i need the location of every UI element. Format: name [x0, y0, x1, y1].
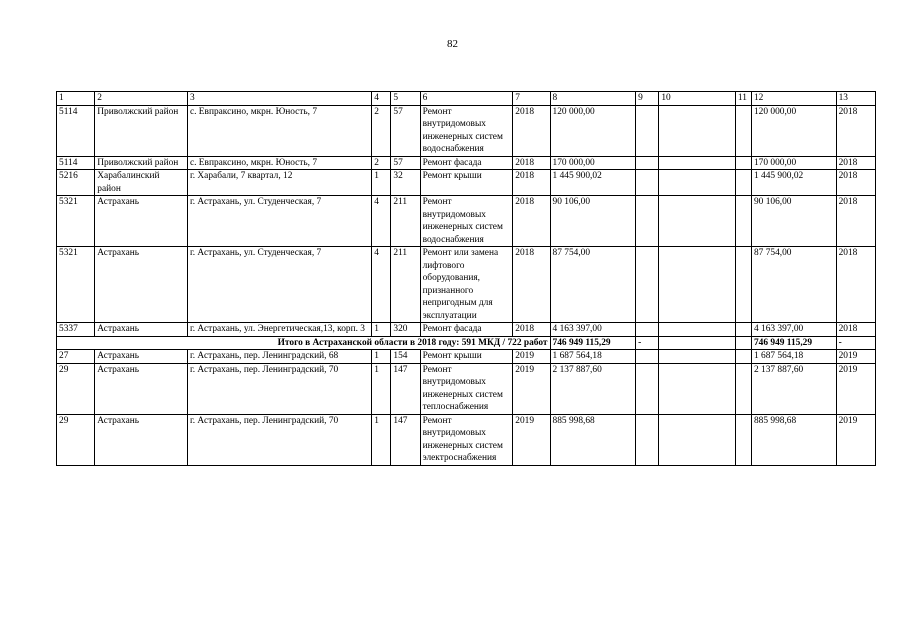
cell-id: 5337	[57, 323, 95, 337]
cell-end-year: 2018	[836, 247, 875, 323]
cell-total: 170 000,00	[751, 156, 836, 170]
cell-total: 2 137 887,60	[751, 363, 836, 414]
cell-col4: 2	[372, 105, 391, 156]
cell-year: 2018	[513, 323, 550, 337]
table-row	[57, 414, 876, 465]
total-col10	[659, 336, 736, 350]
cell-work-type: Ремонт или замена лифтового оборудования, признанного непригодным для эксплуатации	[420, 247, 513, 323]
cell-col4: 1	[372, 170, 391, 196]
cell-address: г. Астрахань, ул. Студенческая, 7	[187, 247, 371, 323]
cell-col5: 32	[391, 170, 420, 196]
cell-end-year: 2018	[836, 170, 875, 196]
table-row	[57, 196, 876, 247]
cell-col5: 57	[391, 105, 420, 156]
cell-year: 2018	[513, 196, 550, 247]
cell-col5: 147	[391, 363, 420, 414]
cell-cost: 87 754,00	[550, 247, 636, 323]
header-cell: 10	[659, 92, 736, 106]
cell-address: с. Евпраксино, мкрн. Юность, 7	[187, 156, 371, 170]
total-col13: -	[836, 336, 875, 350]
cell-id: 5216	[57, 170, 95, 196]
cell-col5: 320	[391, 323, 420, 337]
header-row	[57, 92, 876, 106]
header-cell: 8	[550, 92, 636, 106]
cell-cost: 4 163 397,00	[550, 323, 636, 337]
cell-id: 27	[57, 350, 95, 364]
table-row	[57, 363, 876, 414]
cell-address: г. Астрахань, пер. Ленинградский, 70	[187, 363, 371, 414]
cell-district: Харабалинский район	[95, 170, 188, 196]
table-row	[57, 105, 876, 156]
cell-id: 5114	[57, 105, 95, 156]
table-row	[57, 350, 876, 364]
cell-address: г. Астрахань, пер. Ленинградский, 70	[187, 414, 371, 465]
cell-col4: 1	[372, 350, 391, 364]
total-col9: -	[636, 336, 659, 350]
cell-cost: 885 998,68	[550, 414, 636, 465]
total-col11	[735, 336, 751, 350]
cell-id: 29	[57, 414, 95, 465]
cell-col9	[636, 196, 659, 247]
cell-cost: 1 445 900,02	[550, 170, 636, 196]
cell-year: 2019	[513, 350, 550, 364]
cell-col5: 211	[391, 247, 420, 323]
header-cell: 11	[735, 92, 751, 106]
cell-col10	[659, 363, 736, 414]
cell-col4: 1	[372, 363, 391, 414]
cell-district: Приволжский район	[95, 105, 188, 156]
cell-col10	[659, 105, 736, 156]
cell-work-type: Ремонт фасада	[420, 156, 513, 170]
cell-total: 120 000,00	[751, 105, 836, 156]
cell-end-year: 2018	[836, 105, 875, 156]
header-cell: 7	[513, 92, 550, 106]
cell-col9	[636, 170, 659, 196]
cell-work-type: Ремонт крыши	[420, 350, 513, 364]
cell-col9	[636, 323, 659, 337]
header-cell: 5	[391, 92, 420, 106]
cell-work-type: Ремонт фасада	[420, 323, 513, 337]
repair-program-table	[56, 91, 876, 466]
cell-address: г. Астрахань, пер. Ленинградский, 68	[187, 350, 371, 364]
cell-cost: 120 000,00	[550, 105, 636, 156]
cell-total: 87 754,00	[751, 247, 836, 323]
cell-address: г. Астрахань, ул. Энергетическая,13, корп. 3	[187, 323, 371, 337]
header-cell: 4	[372, 92, 391, 106]
cell-id: 5114	[57, 156, 95, 170]
cell-id: 29	[57, 363, 95, 414]
cell-cost: 2 137 887,60	[550, 363, 636, 414]
cell-cost: 1 687 564,18	[550, 350, 636, 364]
cell-col5: 147	[391, 414, 420, 465]
cell-year: 2018	[513, 105, 550, 156]
cell-col10	[659, 350, 736, 364]
cell-col4: 4	[372, 247, 391, 323]
cell-district: Приволжский район	[95, 156, 188, 170]
cell-cost: 170 000,00	[550, 156, 636, 170]
cell-district: Астрахань	[95, 247, 188, 323]
page-number: 82	[447, 38, 458, 50]
table-row	[57, 323, 876, 337]
cell-col11	[735, 105, 751, 156]
cell-address: г. Астрахань, ул. Студенческая, 7	[187, 196, 371, 247]
cell-col5: 57	[391, 156, 420, 170]
cell-col4: 4	[372, 196, 391, 247]
header-cell: 12	[751, 92, 836, 106]
cell-work-type: Ремонт внутридомовых инженерных систем водоснабжения	[420, 196, 513, 247]
cell-end-year: 2018	[836, 323, 875, 337]
cell-district: Астрахань	[95, 350, 188, 364]
cell-end-year: 2019	[836, 350, 875, 364]
cell-total: 4 163 397,00	[751, 323, 836, 337]
header-cell: 2	[95, 92, 188, 106]
table-row	[57, 170, 876, 196]
cell-col11	[735, 247, 751, 323]
cell-total: 1 445 900,02	[751, 170, 836, 196]
cell-col4: 1	[372, 414, 391, 465]
header-cell: 6	[420, 92, 513, 106]
cell-id: 5321	[57, 196, 95, 247]
cell-district: Астрахань	[95, 323, 188, 337]
cell-col9	[636, 156, 659, 170]
cell-col10	[659, 323, 736, 337]
cell-address: с. Евпраксино, мкрн. Юность, 7	[187, 105, 371, 156]
cell-col10	[659, 156, 736, 170]
table-row	[57, 156, 876, 170]
cell-district: Астрахань	[95, 363, 188, 414]
cell-col11	[735, 196, 751, 247]
cell-end-year: 2018	[836, 156, 875, 170]
cell-year: 2018	[513, 156, 550, 170]
header-cell: 3	[187, 92, 371, 106]
cell-cost: 90 106,00	[550, 196, 636, 247]
cell-col5: 211	[391, 196, 420, 247]
total-sum: 746 949 115,29	[751, 336, 836, 350]
cell-col11	[735, 350, 751, 364]
total-row	[57, 336, 876, 350]
cell-end-year: 2019	[836, 414, 875, 465]
cell-work-type: Ремонт крыши	[420, 170, 513, 196]
cell-col10	[659, 170, 736, 196]
header-cell: 1	[57, 92, 95, 106]
cell-col11	[735, 414, 751, 465]
cell-col9	[636, 105, 659, 156]
cell-col9	[636, 350, 659, 364]
cell-end-year: 2018	[836, 196, 875, 247]
cell-col4: 1	[372, 323, 391, 337]
cell-col10	[659, 414, 736, 465]
cell-district: Астрахань	[95, 196, 188, 247]
cell-col4: 2	[372, 156, 391, 170]
cell-work-type: Ремонт внутридомовых инженерных систем водоснабжения	[420, 105, 513, 156]
cell-col9	[636, 247, 659, 323]
cell-col11	[735, 170, 751, 196]
cell-address: г. Харабали, 7 квартал, 12	[187, 170, 371, 196]
cell-year: 2019	[513, 363, 550, 414]
total-cost: 746 949 115,29	[550, 336, 636, 350]
cell-col11	[735, 363, 751, 414]
cell-work-type: Ремонт внутридомовых инженерных систем электроснабжения	[420, 414, 513, 465]
table-row	[57, 247, 876, 323]
cell-id: 5321	[57, 247, 95, 323]
cell-col11	[735, 156, 751, 170]
cell-year: 2019	[513, 414, 550, 465]
cell-work-type: Ремонт внутридомовых инженерных систем теплоснабжения	[420, 363, 513, 414]
cell-col10	[659, 196, 736, 247]
cell-total: 90 106,00	[751, 196, 836, 247]
cell-total: 885 998,68	[751, 414, 836, 465]
cell-col10	[659, 247, 736, 323]
cell-col11	[735, 323, 751, 337]
cell-total: 1 687 564,18	[751, 350, 836, 364]
cell-end-year: 2019	[836, 363, 875, 414]
cell-col5: 154	[391, 350, 420, 364]
cell-district: Астрахань	[95, 414, 188, 465]
cell-year: 2018	[513, 170, 550, 196]
cell-year: 2018	[513, 247, 550, 323]
cell-col9	[636, 363, 659, 414]
header-cell: 9	[636, 92, 659, 106]
cell-col9	[636, 414, 659, 465]
total-label: Итого в Астраханской области в 2018 году: 591 МКД / 722 работ	[57, 336, 551, 350]
header-cell: 13	[836, 92, 875, 106]
